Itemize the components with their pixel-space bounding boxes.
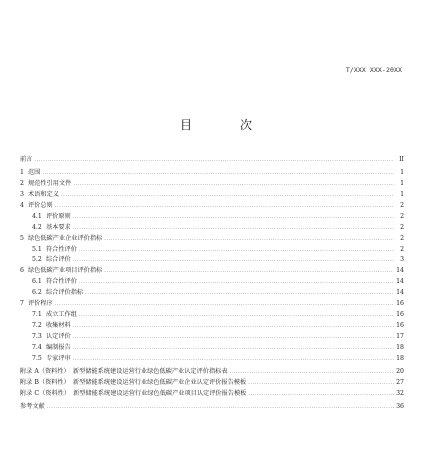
toc-entry[interactable]	[20, 190, 404, 201]
toc-entry-title: 附录 B（资料性） 新型储能系统建设运营行业绿色低碳产业企业认定评价报告模板	[20, 378, 247, 386]
toc-leader-dots	[73, 255, 394, 266]
toc-leader-dots	[230, 367, 394, 378]
toc-leader-dots	[104, 234, 394, 245]
toc-leader-dots	[73, 223, 394, 234]
toc-entry-title: 评价程序	[28, 300, 53, 308]
toc-entry[interactable]	[20, 378, 404, 389]
toc-entry-number: 7.1	[32, 311, 42, 319]
toc-leader-dots	[61, 190, 394, 201]
toc-entry-title: 综合评价指标	[46, 289, 84, 297]
toc-leader-dots	[248, 389, 394, 400]
toc-entry[interactable]	[20, 266, 404, 277]
toc-entry[interactable]	[20, 179, 404, 190]
toc-entry-page: II	[399, 156, 404, 163]
toc-entry-number: 7.5	[32, 354, 42, 362]
toc-leader-dots	[47, 402, 394, 413]
toc-entry-title: 规范性引用文件	[28, 179, 72, 187]
toc-entry-number: 3	[20, 190, 24, 198]
toc-entry[interactable]	[20, 212, 404, 223]
toc-entry-title: 评价原则	[46, 212, 71, 220]
toc-entry-number: 4	[20, 201, 24, 209]
toc-entry-page: 2	[400, 234, 404, 242]
toc-entry-page: 2	[400, 212, 404, 220]
toc-entry-number: 5	[20, 234, 24, 242]
toc-entry[interactable]	[20, 168, 404, 179]
toc-leader-dots	[248, 378, 394, 389]
toc-entry-title: 符合性评价	[46, 245, 77, 253]
toc-entry-number: 1	[20, 168, 24, 176]
toc-entry[interactable]	[20, 354, 404, 365]
toc-title: 目 次	[179, 118, 270, 132]
toc-entry[interactable]	[20, 255, 404, 266]
toc-entry-page: 32	[396, 389, 404, 397]
toc-entry-title: 专家评审	[46, 354, 71, 362]
toc-entry-number: 4.2	[32, 223, 42, 231]
toc-leader-dots	[79, 245, 394, 256]
toc-entry-page: 1	[400, 190, 404, 198]
toc-entry[interactable]	[20, 201, 404, 212]
toc-leader-dots	[73, 212, 394, 223]
toc-leader-dots	[42, 168, 394, 179]
toc-entry-number: 7.2	[32, 322, 42, 330]
toc-entry-page: 1	[400, 168, 404, 176]
toc-entry-number: 6.1	[32, 278, 42, 286]
toc-entry-title: 范围	[28, 168, 41, 176]
toc-leader-dots	[79, 277, 394, 288]
toc-leader-dots	[34, 155, 394, 166]
toc-entry-title: 认定评价	[46, 333, 71, 340]
toc-entry-page: 2	[400, 245, 404, 253]
toc-entry[interactable]	[20, 332, 404, 343]
toc-entry-title: 评价总则	[28, 201, 53, 209]
toc-entry-title: 成立工作组	[46, 311, 77, 319]
toc-entry-page: 14	[396, 267, 404, 275]
toc-entry-number: 2	[20, 179, 24, 187]
toc-entry-number: 7.3	[32, 333, 42, 340]
toc-entry-page: 14	[396, 289, 404, 297]
toc-entry-page: 3	[400, 256, 404, 264]
toc-entry-title: 收集材料	[46, 322, 71, 330]
toc-entry[interactable]	[20, 343, 404, 354]
toc-entry[interactable]	[20, 288, 404, 299]
toc-entry-page: 18	[396, 343, 404, 351]
toc-entry-number: 4.1	[32, 212, 42, 220]
toc-entry-page: 27	[396, 378, 404, 386]
toc-entry-title: 附录 C（资料性） 新型储能系统建设运营行业绿色低碳产业项目认定评价报告模板	[20, 389, 247, 397]
toc-entry-title: 综合评价	[46, 256, 71, 264]
toc-leader-dots	[73, 179, 394, 190]
toc-leader-dots	[73, 354, 394, 365]
toc-entry-number: 7.4	[32, 343, 42, 351]
toc-entry[interactable]	[20, 321, 404, 332]
toc-entry-number: 7	[20, 300, 24, 308]
toc-entry[interactable]	[20, 245, 404, 256]
toc-entry-page: 14	[396, 278, 404, 286]
toc-entry-page: 1	[400, 179, 404, 187]
toc-entry-title: 编制报告	[46, 343, 71, 351]
toc-entry[interactable]	[20, 367, 404, 378]
toc-entry[interactable]	[20, 389, 404, 400]
document-code: T/XXX XXX-20XX	[345, 66, 402, 74]
toc-leader-dots	[73, 332, 394, 343]
toc-entry-title: 附录 A（资料性） 新型储能系统建设运营行业绿色低碳产业认定评价指标表	[20, 367, 228, 375]
toc-entry-title: 术语和定义	[28, 190, 59, 198]
toc-entry-title: 绿色低碳产业企业评价指标	[28, 234, 103, 242]
toc-leader-dots	[73, 321, 394, 332]
toc-entry[interactable]	[20, 310, 404, 321]
toc-entry[interactable]	[20, 277, 404, 288]
toc-entry[interactable]	[20, 223, 404, 234]
toc-leader-dots	[55, 299, 394, 310]
toc-entry-page: 2	[400, 201, 404, 209]
toc-entry[interactable]	[20, 155, 404, 166]
toc-entry-page: 18	[396, 354, 404, 362]
toc-entry-title: 绿色低碳产业项目评价指标	[28, 267, 103, 275]
toc-entry-page: 16	[396, 322, 404, 330]
toc-entry-number: 6	[20, 267, 24, 275]
toc-entry-page: 16	[396, 311, 404, 319]
toc-entry[interactable]	[20, 299, 404, 310]
toc-entry-page: 36	[396, 402, 404, 410]
table-of-contents	[20, 155, 404, 413]
toc-entry-page: 17	[396, 333, 404, 340]
toc-entry-page: 2	[400, 223, 404, 231]
toc-entry-number: 5.2	[32, 256, 42, 264]
toc-leader-dots	[73, 343, 394, 354]
toc-entry-title: 基本要求	[46, 223, 71, 231]
toc-entry[interactable]	[20, 402, 404, 413]
toc-leader-dots	[55, 201, 394, 212]
toc-entry-title: 参考文献	[20, 402, 45, 410]
toc-entry[interactable]	[20, 234, 404, 245]
toc-leader-dots	[85, 288, 394, 299]
toc-entry-title: 符合性评价	[46, 278, 77, 286]
toc-entry-number: 5.1	[32, 245, 42, 253]
toc-leader-dots	[79, 310, 394, 321]
toc-entry-page: 16	[396, 300, 404, 308]
toc-entry-title: 前言	[20, 156, 33, 163]
toc-leader-dots	[104, 266, 394, 277]
toc-entry-number: 6.2	[32, 289, 42, 297]
toc-entry-page: 20	[396, 367, 404, 375]
